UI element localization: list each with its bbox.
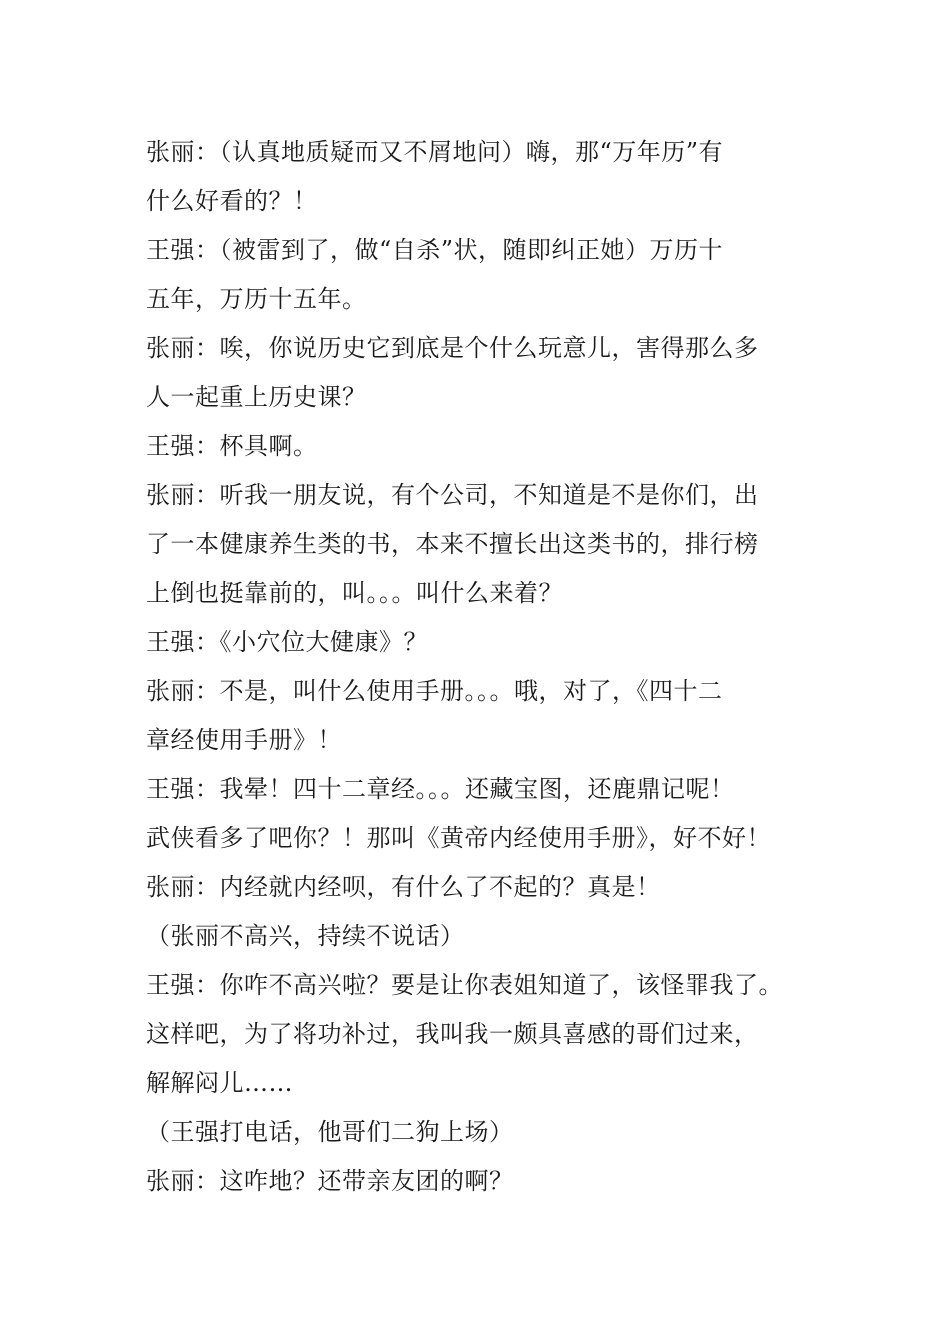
text-line: 了一本健康养生类的书，本来不擅长出这类书的，排行榜	[146, 530, 759, 558]
text-line: 这样吧，为了将功补过，我叫我一颇具喜感的哥们过来，	[146, 1020, 759, 1048]
text-line: 人一起重上历史课？	[146, 383, 367, 411]
text-line: 上倒也挺靠前的，叫。。。叫什么来着？	[146, 579, 563, 607]
text-line: 王强：《小穴位大健康》？	[146, 628, 428, 656]
text-line: 武侠看多了吧你？！那叫《黄帝内经使用手册》，好不好！	[146, 824, 771, 852]
text-line: 五年，万历十五年。	[146, 285, 367, 313]
stage-direction-line: （张丽不高兴，持续不说话）	[146, 922, 465, 950]
text-line: 张丽：（认真地质疑而又不屑地问）嗨，那“万年历”有	[146, 138, 724, 166]
text-line: 王强：（被雷到了，做“自杀”状，随即纠正她）万历十	[146, 236, 724, 264]
text-line: 王强：我晕！四十二章经。。。还藏宝图，还鹿鼎记呢！	[146, 775, 735, 803]
text-line: 张丽：这咋地？还带亲友团的啊？	[146, 1167, 514, 1195]
text-line: 什么好看的？！	[146, 187, 318, 215]
stage-direction-line: （王强打电话，他哥们二狗上场）	[146, 1118, 514, 1146]
text-line: 张丽：唉，你说历史它到底是个什么玩意儿，害得那么多	[146, 334, 759, 362]
script-text-body	[146, 128, 806, 1206]
text-line: 解解闷儿……	[146, 1069, 293, 1097]
text-line: 王强：杯具啊。	[146, 432, 318, 460]
text-line: 王强：你咋不高兴啦？要是让你表姐知道了，该怪罪我了。	[146, 971, 783, 999]
text-line: 张丽：内经就内经呗，有什么了不起的？真是！	[146, 873, 661, 901]
text-line: 张丽：不是，叫什么使用手册。。。哦，对了，《四十二	[146, 677, 723, 705]
text-line: 张丽：听我一朋友说，有个公司，不知道是不是你们，出	[146, 481, 759, 509]
text-line: 章经使用手册》！	[146, 726, 342, 754]
